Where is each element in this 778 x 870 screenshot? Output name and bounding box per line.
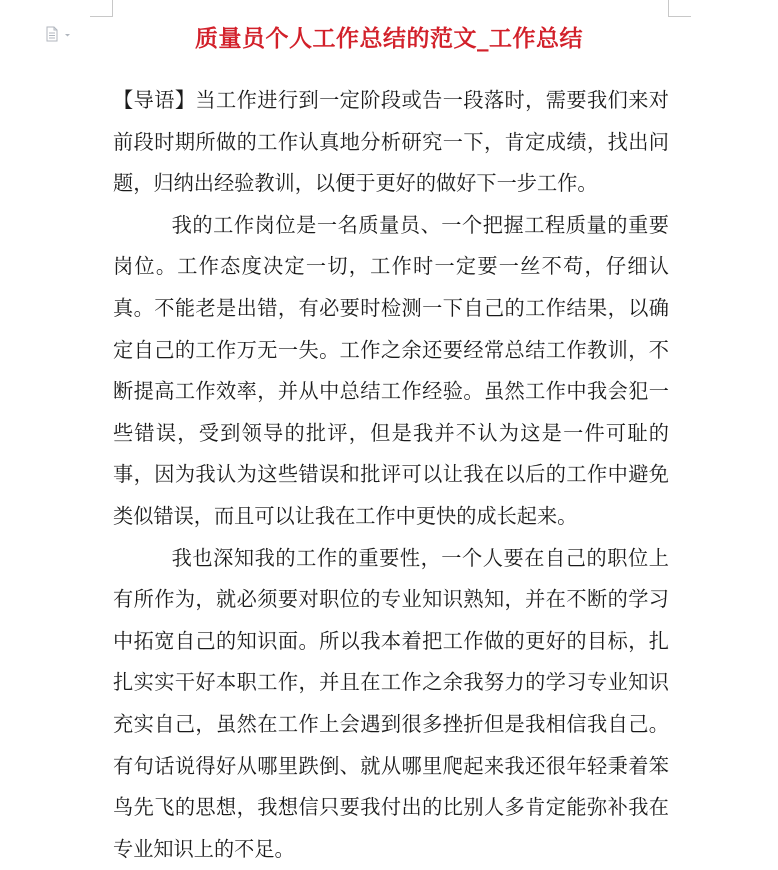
paragraph-importance: 我也深知我的工作的重要性，一个人要在自己的职位上有所作为，就必须要对职位的专业知识熟知，并在不断的学习中拓宽自己的知识面。所以我本着把工作做的更好的目标，扎扎实实干好本职工作，并且在工作之余我努力的学习专业知识充实自己，虽然在工作上会遇到很多挫折但是我相信我自己。有句话说得好从哪里跌倒、就从哪里爬起来我还很年轻秉着笨鸟先飞的思想，我想信只要我付出的比别人多肯定能弥补我在专业知识上的不足。	[113, 545, 669, 861]
crop-mark-left	[90, 0, 113, 17]
document-title: 质量员个人工作总结的范文_工作总结	[195, 25, 583, 52]
paragraph-job-role: 我的工作岗位是一名质量员、一个把握工程质量的重要岗位。工作态度决定一切，工作时一定要一丝不苟，仔细认真。不能老是出错，有必要时检测一下自己的工作结果，以确定自己的工作万无一失。工作之余还要经常总结工作教训，不断提高工作效率，并从中总结工作经验。虽然工作中我会犯一些错误，受到领导的批评，但是我并不认为这是一件可耻的事，因为我认为这些错误和批评可以让我在以后的工作中避免类似错误，而且可以让我在工作中更快的成长起来。	[113, 212, 669, 528]
crop-mark-right	[668, 0, 691, 17]
paragraph-intro: 【导语】当工作进行到一定阶段或告一段落时，需要我们来对前段时期所做的工作认真地分析研究一下，肯定成绩，找出问题，归纳出经验教训，以便于更好的做好下一步工作。	[113, 88, 669, 196]
document-body	[113, 80, 669, 870]
